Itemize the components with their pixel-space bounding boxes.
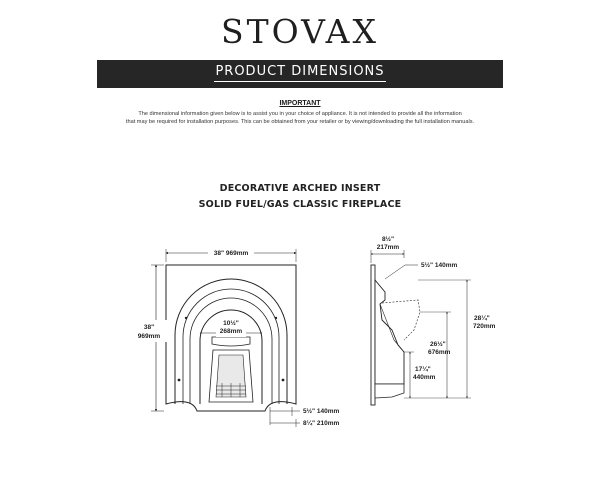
front-width-label: 38" 969mm	[213, 250, 249, 257]
front-opening-label-2: 268mm	[219, 328, 243, 335]
disclaimer-line-2: that may be required for installation purposes. This can be obtained from your retailer or by viewing/downloading the full installation manuals.	[125, 119, 475, 125]
brand-logo: STOVAX	[220, 12, 379, 51]
front-stud-left-top	[185, 317, 187, 319]
side-total-height-label-1: 28¼"	[474, 315, 490, 322]
side-back-plate	[371, 265, 375, 405]
side-view	[371, 235, 501, 405]
front-opening-label-1: 10½"	[223, 320, 239, 327]
side-total-height-label-2: 720mm	[473, 323, 496, 330]
product-title-line-1: DECORATIVE ARCHED INSERT	[219, 183, 381, 194]
side-body-outline	[375, 280, 404, 384]
disclaimer-line-1: The dimensional information given below is to assist you in your choice of appliance. It is not intended to provide all the information	[138, 111, 462, 117]
front-stud-right	[282, 379, 285, 382]
side-top-depth-label-2: 217mm	[376, 244, 400, 251]
front-stud-right-top	[275, 317, 277, 319]
side-mid-height-label-1: 26½"	[430, 341, 446, 348]
product-title-line-2: SOLID FUEL/GAS CLASSIC FIREPLACE	[198, 199, 402, 210]
side-top-depth-label-1: 8½"	[381, 236, 395, 243]
important-heading: IMPORTANT	[279, 100, 321, 107]
front-canopy	[212, 337, 250, 346]
side-top-offset-leader	[385, 265, 405, 279]
front-view	[138, 248, 340, 427]
banner-title: PRODUCT DIMENSIONS	[215, 64, 385, 79]
front-depth-large-label: 8¼" 210mm	[303, 420, 340, 427]
side-mid-height-label-2: 676mm	[428, 349, 451, 356]
side-low-height-label-1: 17¼"	[415, 366, 431, 373]
side-base	[375, 384, 404, 398]
side-top-offset-label: 5½" 140mm	[421, 262, 458, 269]
side-low-height-label-2: 440mm	[413, 374, 436, 381]
front-stud-left	[178, 379, 181, 382]
front-depth-small-label: 5½" 140mm	[303, 408, 340, 415]
front-height-label-1: 38"	[143, 324, 155, 331]
front-height-label-2: 969mm	[137, 333, 161, 340]
